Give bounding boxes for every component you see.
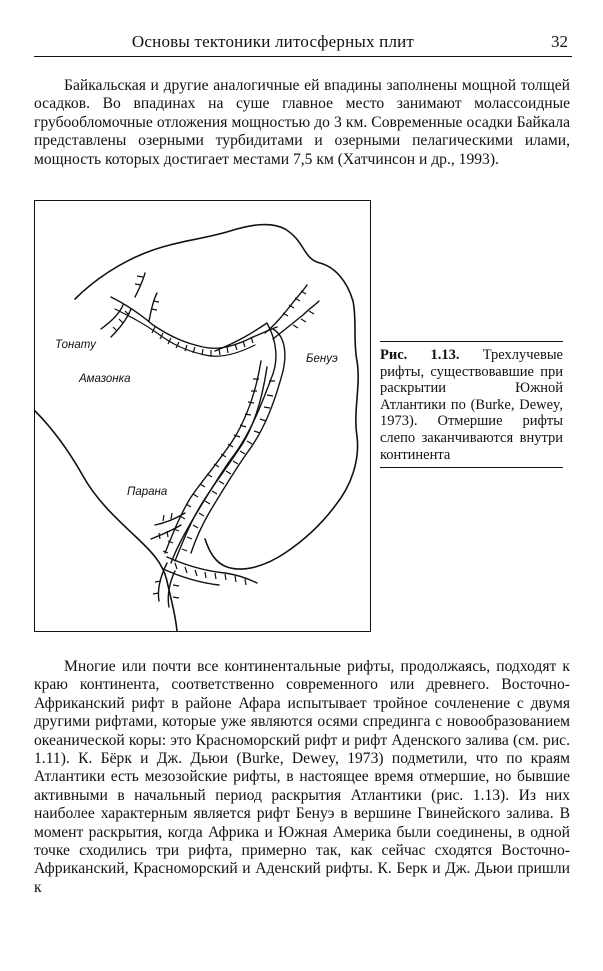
caption-label: Рис. 1.13.	[380, 347, 460, 363]
southern-rift-tail	[158, 563, 175, 607]
paragraph-rifts: Многие или почти все континентальные рифты, продолжаясь, подходят к краю континента, соответственно современного или древнего. Восточно-Африканский рифт в районе Афара испытывает тройное сочленение с двумя другими рифтами, которые уже являются осями спрединга с новообразованием океанической коры: это Красноморский рифт и рифт Аденского залива (см. рис. 1.11). К. Бёрк и Дж. Дьюи (Burke, Dewey, 1973) подметили, что по краям Атлантики есть мезозойские рифты, в настоящее время отмершие, но бывшие активными в начальный период раскрытия Атлантики (рис. 1.13). Из них наиболее характерным является рифт Бенуэ в вершине Гвинейского залива. В момент раскрытия, когда Африка и Южная Америка были соединены, в одной точке сходились три рифта, примерно так, как сейчас сходятся Восточно-Африканский, Красноморский и Аденский рифты. К. Берк и Дж. Дьюи пришли к	[34, 658, 570, 896]
caption-text: Трехлучевые рифты, существовавшие при раскрытии Южной Атлантики по (Burke, Dewey, 1973). Отмершие рифты слепо заканчиваются внутри континента	[380, 347, 563, 463]
africa-coastline	[75, 225, 358, 570]
africa-west-coast	[191, 329, 285, 553]
page-number: 32	[551, 32, 568, 51]
south-america-east-coast	[171, 323, 276, 563]
south-america-coastline	[35, 411, 177, 631]
running-header	[34, 28, 572, 57]
figure-caption	[380, 347, 563, 468]
caption-top-rule	[380, 341, 563, 342]
running-title: Основы тектоники литосферных плит	[131, 32, 415, 51]
rift-map-drawing	[35, 201, 370, 631]
map-label-tonatu: Тонату	[55, 339, 96, 351]
atlantic-rift-west	[165, 361, 261, 553]
paragraph-baikal: Байкальская и другие аналогичные ей впадины заполнены мощной толщей осадков. Во впадинах на суше главное место занимают молассоидные грубообломочные отложения мощностью до 3 км. Современные осадки Байкала представлены озерными турбидитами и озерными пелагическими илами, мощность которых достигает местами 7,5 км (Хатчинсон и др., 1993).	[34, 77, 570, 168]
southern-rift-arm	[163, 557, 257, 585]
map-label-benue: Бенуэ	[306, 353, 338, 365]
map-label-parana: Парана	[127, 486, 168, 498]
figure-rift-map	[34, 200, 371, 632]
map-label-amazonka: Амазонка	[79, 373, 131, 385]
